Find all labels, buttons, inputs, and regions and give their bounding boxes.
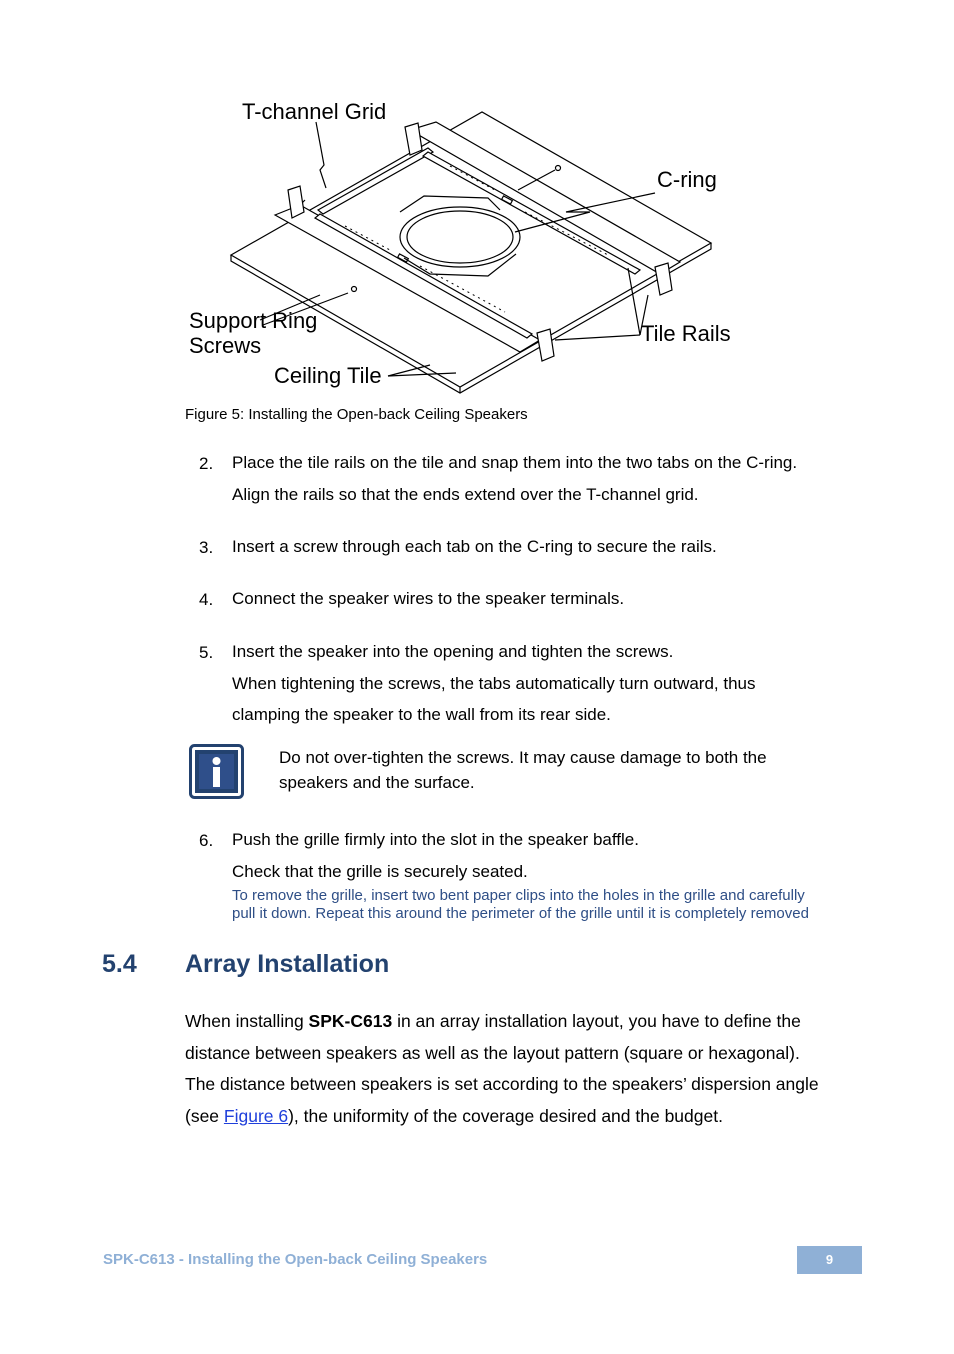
step-text [232,583,624,615]
step-number: 4. [199,590,214,609]
step-line: Align the rails so that the ends extend over the T-channel grid. [232,484,699,504]
figure-caption: Figure 5: Installing the Open-back Ceiling Speakers [185,406,528,423]
section-paragraph [185,1006,819,1133]
step-line: Push the grille firmly into the slot in the speaker baffle. [232,830,639,849]
step-line: Connect the speaker wires to the speaker terminals. [232,589,625,608]
tip-line: pull it down. Repeat this around the perimeter of the grille until it is completely removed [232,905,809,922]
step-text [232,447,797,510]
para-text: in an array installation layout, you have to define the [392,1011,801,1031]
step-number: 6. [199,831,214,850]
label-t-channel-grid: T-channel Grid [242,99,387,124]
page-number: 9 [797,1246,862,1274]
product-name: SPK-C613 [308,1011,393,1031]
step-text [232,636,756,731]
step-text [232,531,717,563]
para-text: (see [185,1106,224,1127]
section-title: Array Installation [185,950,390,978]
step-text [232,824,639,887]
footer-title: SPK-C613 - Installing the Open-back Ceiling Speakers [103,1251,488,1268]
para-text: When installing [185,1011,309,1031]
step-number: 3. [199,538,214,557]
ceiling-speaker-diagram [0,0,954,400]
label-tile-rails: Tile Rails [641,321,731,346]
label-screws: Screws [189,333,262,358]
figure-6-link[interactable]: Figure 6 [223,1106,289,1127]
step-line: When tightening the screws, the tabs automatically turn outward, thus [232,673,756,693]
label-c-ring: C-ring [657,167,717,192]
step-number: 5. [199,643,214,662]
label-ceiling-tile: Ceiling Tile [274,363,382,388]
tip-line: To remove the grille, insert two bent paper clips into the holes in the grille and carefully [232,887,805,904]
label-support-ring: Support Ring [189,308,318,333]
info-icon [189,744,245,800]
note-text: Do not over-tighten the screws. It may cause damage to both the speakers and the surface. [279,748,767,792]
para-text: distance between speakers as well as the layout pattern (square or hexagonal). [185,1042,800,1063]
para-text: ), the uniformity of the coverage desired and the budget. [288,1106,723,1127]
step-number: 2. [199,454,214,473]
step-line: Insert the speaker into the opening and tighten the screws. [232,642,674,661]
section-number: 5.4 [102,950,137,978]
para-text: The distance between speakers is set according to the speakers’ dispersion angle [185,1074,819,1095]
tip-text [232,887,809,923]
step-line: Place the tile rails on the tile and snap them into the two tabs on the C-ring. [232,453,798,472]
step-line: Check that the grille is securely seated. [232,861,528,881]
step-line: Insert a screw through each tab on the C-ring to secure the rails. [232,537,717,556]
step-line: clamping the speaker to the wall from its rear side. [232,705,611,724]
